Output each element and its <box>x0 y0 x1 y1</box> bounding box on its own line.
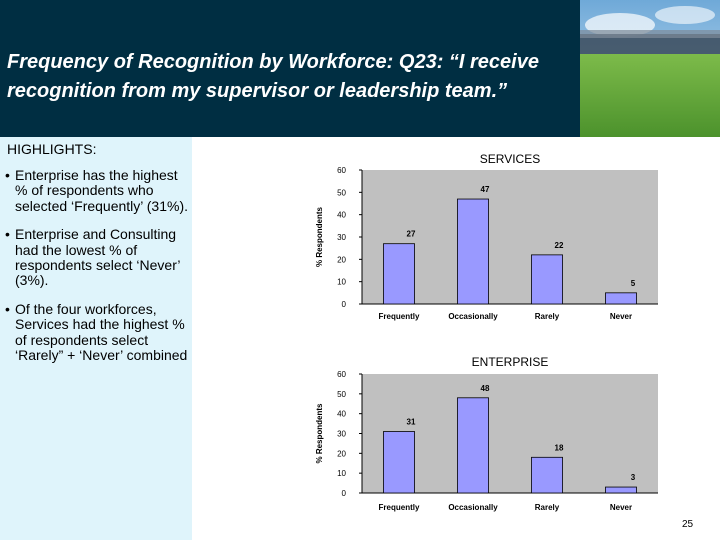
data-label: 47 <box>480 185 490 195</box>
y-tick-label: 10 <box>337 277 346 287</box>
y-tick-label: 0 <box>341 489 346 498</box>
y-tick-label: 20 <box>337 449 346 459</box>
crowd-photo <box>580 0 720 137</box>
data-label: 5 <box>630 278 636 288</box>
x-tick-label: Never <box>609 503 633 512</box>
y-tick-label: 50 <box>337 188 346 198</box>
highlights-heading: HIGHLIGHTS: <box>7 141 97 157</box>
y-axis-label: % Respondents <box>315 403 324 464</box>
data-label: 27 <box>406 229 416 239</box>
data-label: 3 <box>630 473 636 483</box>
bullet-icon: • <box>5 226 10 243</box>
bar <box>383 432 414 493</box>
slide-title: Frequency of Recognition by Workforce: Q23: “I receive recognition from my supervisor or leadership team.” <box>7 51 539 102</box>
y-tick-label: 10 <box>337 469 346 479</box>
y-tick-label: 0 <box>341 300 346 309</box>
y-tick-label: 20 <box>337 255 346 265</box>
crowd-photo-graphic <box>580 0 720 137</box>
bar <box>457 398 488 493</box>
bullet-icon: • <box>5 167 10 183</box>
x-tick-label: Frequently <box>378 503 420 512</box>
services-chart <box>300 146 685 331</box>
y-tick-label: 60 <box>337 370 346 379</box>
highlight-text: Enterprise has the highest % of respondents who selected ‘Frequently’ (31%). <box>15 167 189 214</box>
data-label: 18 <box>554 443 564 453</box>
highlights-list <box>5 168 190 376</box>
y-tick-label: 50 <box>337 389 346 399</box>
bar <box>457 199 488 304</box>
highlight-text: Enterprise and Consulting had the lowest % of respondents select ‘Never’ (3%). <box>15 226 180 289</box>
y-axis-label: % Respondents <box>315 206 324 268</box>
bar <box>605 293 636 304</box>
x-tick-label: Rarely <box>534 312 560 321</box>
bar <box>531 457 562 493</box>
y-tick-label: 40 <box>337 210 346 220</box>
list-item <box>5 168 190 214</box>
y-tick-label: 30 <box>337 233 346 242</box>
y-tick-label: 40 <box>337 409 346 419</box>
bullet-icon: • <box>5 300 10 317</box>
x-tick-label: Frequently <box>378 312 420 321</box>
bar <box>383 244 414 304</box>
x-tick-label: Rarely <box>534 503 560 512</box>
x-tick-label: Occasionally <box>448 312 498 321</box>
list-item <box>5 302 190 364</box>
data-label: 48 <box>480 383 490 393</box>
highlight-text: Of the four workforces, Services had the highest % of respondents select ‘Rarely” + ‘Never’ combined <box>15 300 188 364</box>
enterprise-chart <box>300 350 685 520</box>
x-tick-label: Occasionally <box>448 503 498 512</box>
data-label: 31 <box>406 417 416 427</box>
list-item <box>5 227 190 289</box>
chart-title: SERVICES <box>479 152 541 166</box>
x-tick-label: Never <box>609 312 633 321</box>
bar <box>605 487 636 493</box>
page-number: 25 <box>682 519 694 530</box>
chart-title: ENTERPRISE <box>471 355 549 369</box>
y-tick-label: 60 <box>337 166 346 175</box>
y-tick-label: 30 <box>337 429 346 439</box>
bar <box>531 255 562 304</box>
data-label: 22 <box>554 240 564 250</box>
